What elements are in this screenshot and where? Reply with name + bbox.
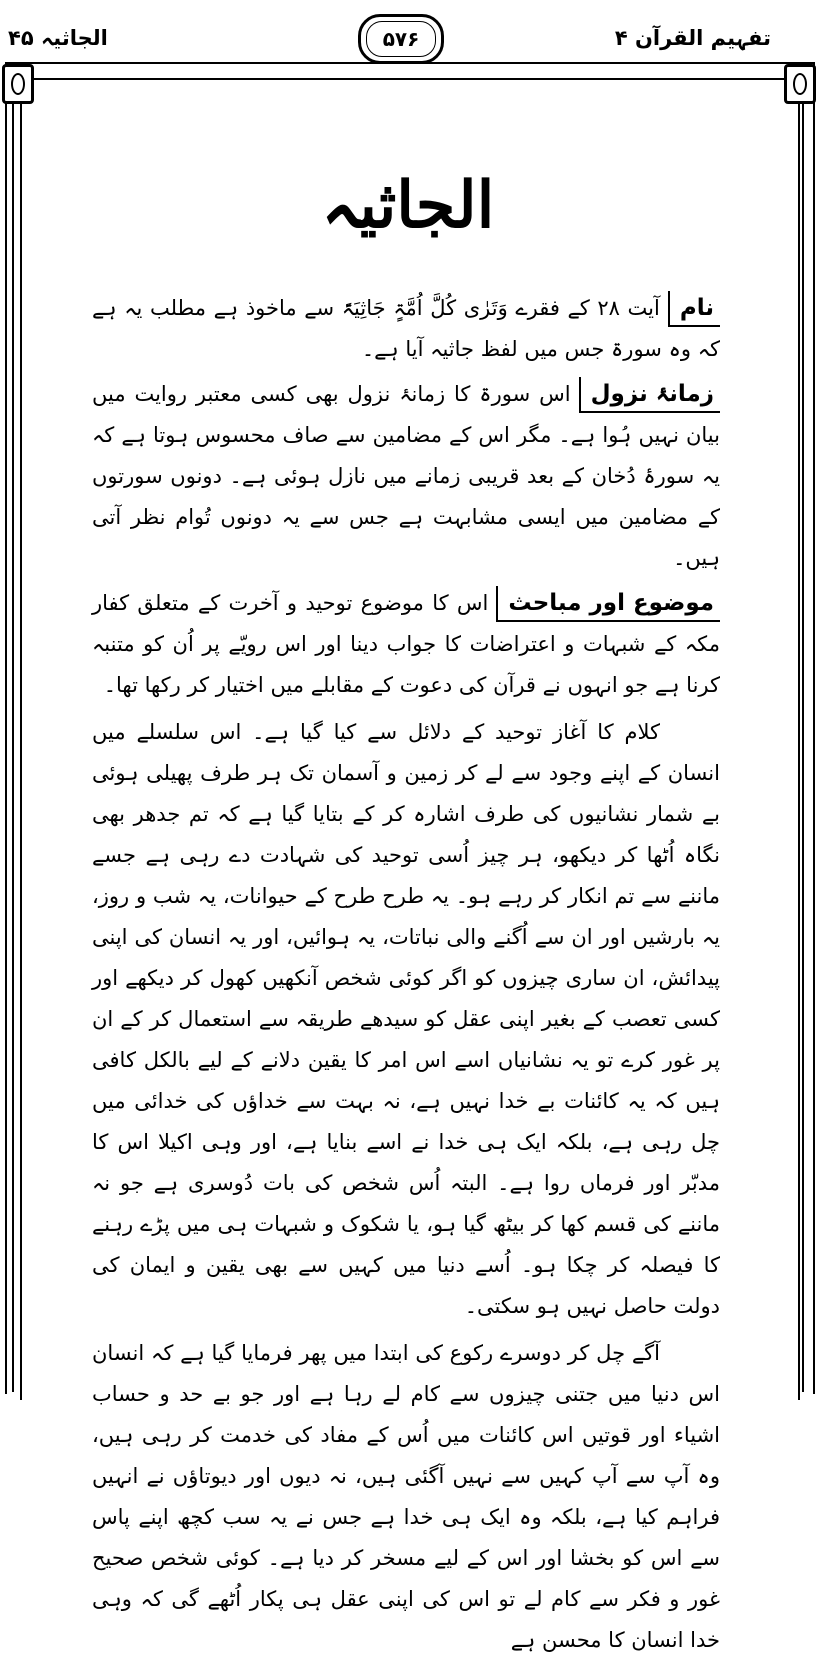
section-revelation-period <box>92 374 720 579</box>
section-label: نام <box>668 291 720 327</box>
body-paragraph: کلام کا آغاز توحید کے دلائل سے کیا گیا ہے۔ اس سلسلے میں انسان کے اپنے وجود سے لے کر زمین و آسمان تک ہر طرف پھیلی ہوئی بے شمار نشانیوں کی طرف اشارہ کر کے بتایا گیا ہے کہ تم جدھر بھی نگاہ اُٹھا کر دیکھو، ہر چیز اُسی توحید کی شہادت دے رہی ہے جسے ماننے سے تم انکار کر رہے ہو۔ یہ طرح طرح کے حیوانات، یہ شب و روز، یہ بارشیں اور ان سے اُگنے والی نباتات، یہ ہوائیں، اور یہ انسان کی اپنی پیدائش، ان ساری چیزوں کو اگر کوئی شخص آنکھیں کھول کر دیکھے اور کسی تعصب کے بغیر اپنی عقل کو سیدھے طریقہ سے استعمال کر کے ان پر غور کرے تو یہ نشانیاں اسے اس امر کا یقین دلانے کے لیے بالکل کافی ہیں کہ یہ کائنات بے خدا نہیں ہے، نہ بہت سے خداؤں کی خدائی میں چل رہی ہے، بلکہ ایک ہی خدا نے اسے بنایا ہے، اور وہی اکیلا اس کا مدبّر اور فرماں روا ہے۔ البتہ اُس شخص کی بات دُوسری ہے جو نہ ماننے کی قسم کھا کر بیٹھ گیا ہو، یا شکوک و شبہات ہی میں پڑے رہنے کا فیصلہ کر چکا ہو۔ اُسے دنیا میں کہیں سے بھی یقین و ایمان کی دولت حاصل نہیں ہو سکتی۔ <box>92 720 720 1318</box>
section-label: موضوع اور مباحث <box>496 586 720 622</box>
section-text: اس سورۃ کا زمانۂ نزول بھی کسی معتبر روایت میں بیان نہیں ہُوا ہے۔ مگر اس کے مضامین سے صاف محسوس ہوتا ہے کہ یہ سورۂ دُخان کے بعد قریبی زمانے میں نازل ہوئی ہے۔ دونوں سورتوں کے مضامین میں ایسی مشابہت ہے جس سے یہ دونوں تُوام نظر آتی ہیں۔ <box>92 382 720 570</box>
section-text: آیت ۲۸ کے فقرے وَتَرٰی کُلَّ اُمَّۃٍ جَاثِیَۃً سے ماخوذ ہے مطلب یہ ہے کہ وہ سورۃ جس میں لفظ جاثیہ آیا ہے۔ <box>92 296 720 361</box>
page-border-rule <box>12 62 14 1392</box>
page-number-badge <box>358 14 444 64</box>
running-title: تفہیم القرآن ۴ <box>614 26 771 50</box>
body-paragraph: آگے چل کر دوسرے رکوع کی ابتدا میں پھر فرمایا گیا ہے کہ انسان اس دنیا میں جتنی چیزوں سے کام لے رہا ہے اور جو بے حد و حساب اشیاء اور قوتیں اس کائنات میں اُس کے مفاد کی خدمت کر رہی ہیں، وہ آپ سے آپ کہیں سے نہیں آگئی ہیں، نہ دیوں اور دیوتاؤں نے انہیں فراہم کیا ہے، بلکہ وہ ایک ہی خدا ہے جس نے یہ سب کچھ اپنے پاس سے اس کو بخشا اور اس کے لیے مسخر کر دیا ہے۔ کوئی شخص صحیح غور و فکر سے کام لے تو اس کی اپنی عقل ہی پکار اُٹھے گی کہ وہی خدا انسان کا محسن ہے <box>92 1341 720 1652</box>
corner-ornament-icon <box>784 64 816 104</box>
surah-title: الجاثیہ <box>321 168 495 243</box>
page-number: ۵۷۶ <box>382 27 420 51</box>
section-subject-topics <box>92 583 720 706</box>
corner-ornament-icon <box>2 64 34 104</box>
running-surah-name: الجاثیہ ۴۵ <box>8 26 108 50</box>
section-label: زمانۂ نزول <box>579 377 720 413</box>
section-name <box>92 288 720 370</box>
section-text: اس کا موضوع توحید و آخرت کے متعلق کفار مکہ کے شبہات و اعتراضات کا جواب دینا اور اس رویّے پر اُن کو متنبہ کرنا ہے جو انہوں نے قرآن کی دعوت کے مقابلے میں اختیار کر رکھا تھا۔ <box>92 591 720 697</box>
document-body <box>92 288 720 1661</box>
page-border-rule <box>802 62 804 1392</box>
